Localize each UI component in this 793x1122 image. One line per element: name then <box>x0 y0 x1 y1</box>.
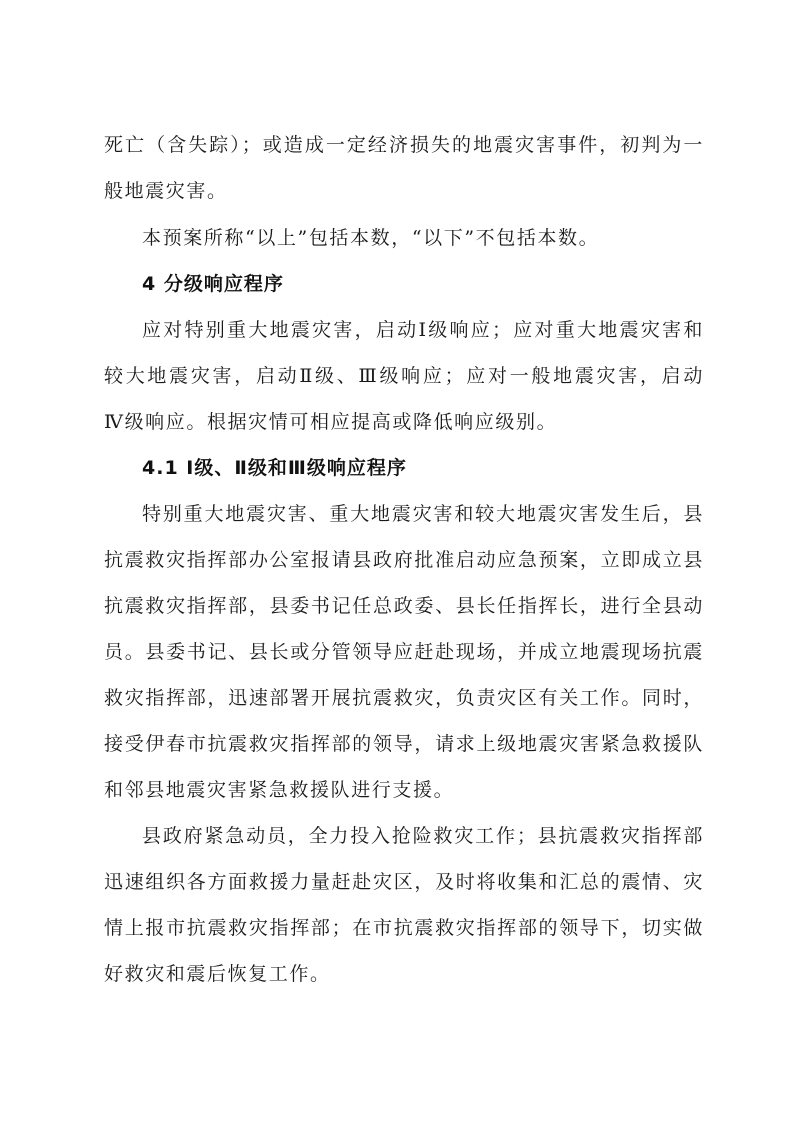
section-heading: 4 分级响应程序 <box>142 273 284 295</box>
body-line: 较大地震灾害，启动Ⅱ级、Ⅲ级响应；应对一般地震灾害，启动 <box>104 365 704 387</box>
subsection-heading: 4.1 Ⅰ级、Ⅱ级和Ⅲ级响应程序 <box>142 457 407 479</box>
body-line: 接受伊春市抗震救灾指挥部的领导，请求上级地震灾害紧急救援队 <box>104 733 704 755</box>
body-line: 迅速组织各方面救援力量赶赴灾区，及时将收集和汇总的震情、灾 <box>104 871 704 893</box>
body-line: 情上报市抗震救灾指挥部；在市抗震救灾指挥部的领导下，切实做 <box>104 917 704 939</box>
body-line: 县政府紧急动员，全力投入抢险救灾工作；县抗震救灾指挥部 <box>142 825 704 847</box>
body-line: 抗震救灾指挥部办公室报请县政府批准启动应急预案，立即成立县 <box>104 549 704 571</box>
body-line: 员。县委书记、县长或分管领导应赶赴现场，并成立地震现场抗震 <box>104 641 704 663</box>
body-line: 死亡（含失踪）；或造成一定经济损失的地震灾害事件，初判为一 <box>104 134 704 156</box>
body-line: Ⅳ级响应。根据灾情可相应提高或降低响应级别。 <box>104 411 558 433</box>
body-line: 好救灾和震后恢复工作。 <box>104 963 331 985</box>
body-line: 和邻县地震灾害紧急救援队进行支援。 <box>104 779 455 801</box>
body-line: 应对特别重大地震灾害，启动Ⅰ级响应；应对重大地震灾害和 <box>142 319 704 341</box>
body-line: 抗震救灾指挥部，县委书记任总政委、县长任指挥长，进行全县动 <box>104 595 704 617</box>
body-line: 特别重大地震灾害、重大地震灾害和较大地震灾害发生后，县 <box>142 503 704 525</box>
body-line: 般地震灾害。 <box>104 180 228 202</box>
body-line: 救灾指挥部，迅速部署开展抗震救灾，负责灾区有关工作。同时， <box>104 687 704 709</box>
body-line: 本预案所称“以上”包括本数，“以下”不包括本数。 <box>142 227 600 249</box>
